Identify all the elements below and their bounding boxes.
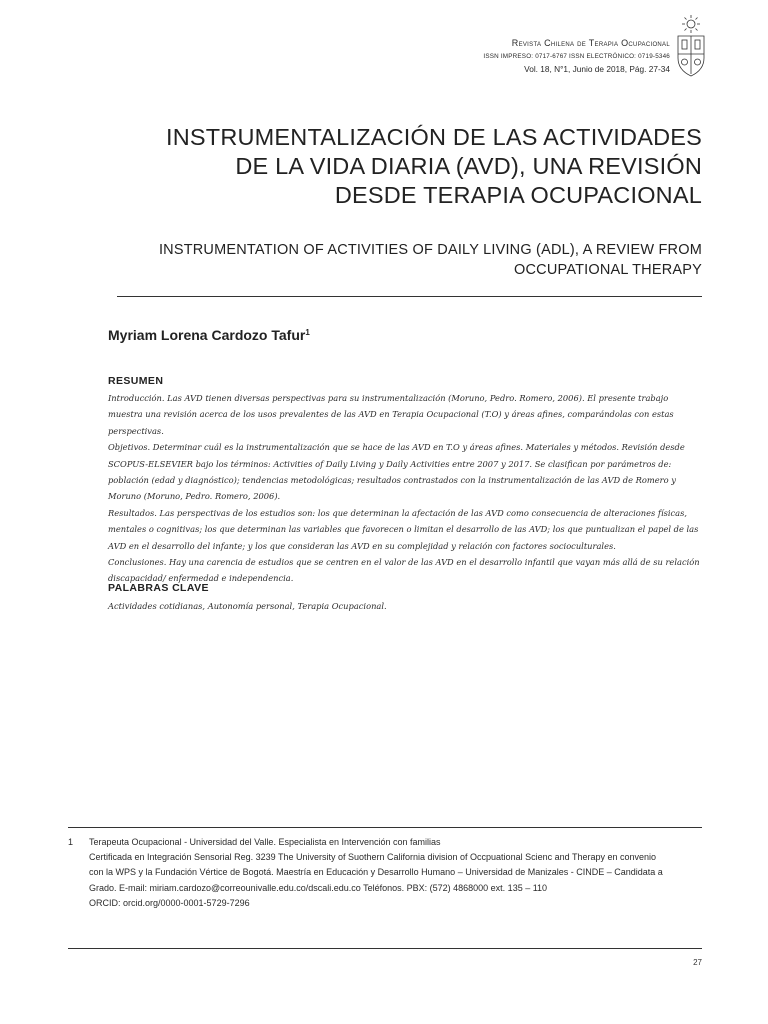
keywords-text: Actividades cotidianas, Autonomía personal, Terapia Ocupacional. bbox=[108, 601, 387, 611]
abstract-introduccion: Introducción. Las AVD tienen diversas perspectivas para su instrumentalización (Moruno, Pedro. Romero, 2006). El presente trabajo muestra una revisión acerca de los usos prevalentes de las AVD en Terapia Ocupacional (T.O) y áreas afines, comparándolas con estas perspectivas. bbox=[108, 393, 674, 436]
title-divider bbox=[117, 296, 702, 297]
journal-header bbox=[250, 37, 670, 76]
title-es-line: DESDE TERAPIA OCUPACIONAL bbox=[334, 182, 702, 208]
journal-issn: ISSN IMPRESO: 0717-6767 ISSN ELECTRÓNICO: 0719-5346 bbox=[483, 53, 670, 60]
footnote-line: Certificada en Integración Sensorial Reg. 3239 The University of Suothern California division of Occpuational Scienc and Therapy en convenio bbox=[89, 852, 656, 863]
footnote-number: 1 bbox=[68, 837, 74, 847]
author-line bbox=[108, 327, 310, 343]
footnote-line: con la WPS y la Fundación Vértice de Bogotá. Maestría en Educación y Desarrollo Humano – Universidad de Manizales - CINDE – Candidata a bbox=[89, 867, 663, 878]
university-crest-icon bbox=[674, 14, 708, 78]
footnote bbox=[68, 835, 708, 911]
abstract-body bbox=[108, 390, 704, 587]
title-en-line: INSTRUMENTATION OF ACTIVITIES OF DAILY LIVING (ADL), A REVIEW FROM bbox=[158, 242, 702, 258]
footnote-line: Terapeuta Ocupacional - Universidad del Valle. Especialista en Intervención con familias bbox=[89, 837, 441, 847]
footnote-divider bbox=[68, 827, 702, 828]
keywords-heading: PALABRAS CLAVE bbox=[108, 582, 209, 594]
footnote-body bbox=[89, 835, 708, 911]
abstract-heading: RESUMEN bbox=[108, 375, 164, 387]
title-en-line: OCCUPATIONAL THERAPY bbox=[514, 262, 702, 278]
abstract-objetivos: Objetivos. Determinar cuál es la instrumentalización que se hace de las AVD en T.O y áreas afines. Materiales y métodos. Revisión desde SCOPUS-ELSEVIER bajo los términos: Activities of Daily Living y Daily Activities entre 2007 y 2017. Se clasifican por parámetros de: población (edad y diagnóstico); tendencias metodológicas; resultados contrastados con la instrumentalización de las AVD de Romero y Moruno (Moruno, Pedro. Romero, 2006). bbox=[108, 442, 685, 502]
page-number: 27 bbox=[693, 958, 702, 967]
title-es-line: DE LA VIDA DIARIA (AVD), UNA REVISIÓN bbox=[235, 153, 702, 179]
abstract-conclusiones: Conclusiones. Hay una carencia de estudios que se centren en el valor de las AVD en el desarrollo infantil que vayan más allá de su relación discapacidad/ enfermedad e independencia. bbox=[108, 557, 700, 584]
author-name: Myriam Lorena Cardozo Tafur bbox=[108, 327, 306, 343]
footnote-line: Grado. E-mail: miriam.cardozo@correounivalle.edu.co/dscali.edu.co Teléfonos. PBX: (572) 4868000 ext. 135 – 110 bbox=[89, 882, 548, 893]
article-title-spanish bbox=[142, 123, 702, 210]
abstract-resultados: Resultados. Las perspectivas de los estudios son: los que determinan la afectación de las AVD como consecuencia de alteraciones físicas, mentales o cognitivas; los que determinan las variables que favorecen o limitan el desarrollo de las AVD; los que puntualizan el papel de las AVD en el desarrollo del infante; y los que consideran las AVD en su complejidad y relación con factores socioculturales. bbox=[108, 507, 699, 551]
journal-volume: Vol. 18, N°1, Junio de 2018, Pág. 27-34 bbox=[524, 64, 670, 74]
title-es-line: INSTRUMENTALIZACIÓN DE LAS ACTIVIDADES bbox=[165, 124, 702, 150]
author-footnote-mark: 1 bbox=[305, 328, 310, 337]
footnote-orcid: ORCID: orcid.org/0000-0001-5729-7296 bbox=[89, 897, 250, 908]
article-title-english bbox=[82, 240, 702, 280]
footer-divider bbox=[68, 948, 702, 949]
journal-name: Revista Chilena de Terapia Ocupacional bbox=[511, 38, 670, 48]
